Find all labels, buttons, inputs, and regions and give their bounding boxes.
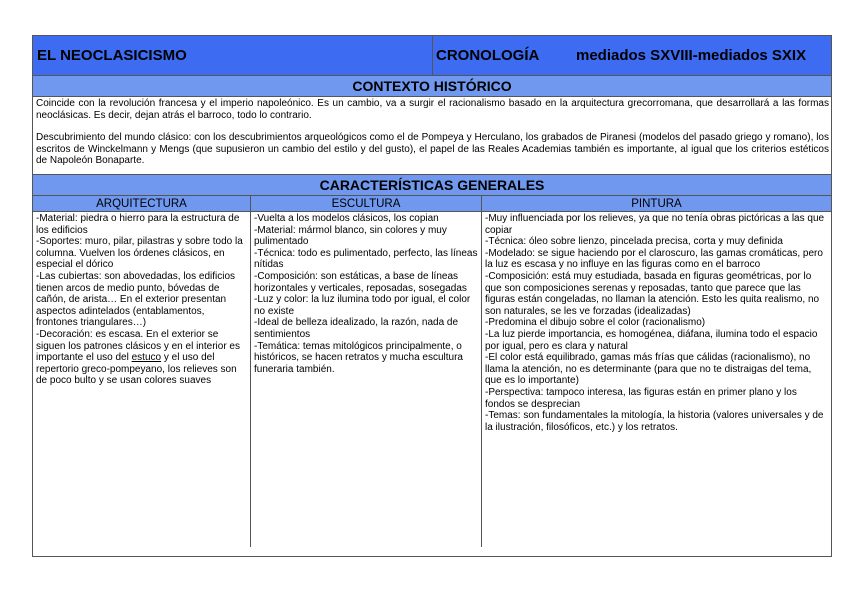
context-paragraph: Coincide con la revolución francesa y el imperio napoleónico. Es un cambio, va a surgir el racionalismo basado en la arquitectura grecorromana, que desarrollará a las formas neoclásicas. Es decir, dejan atrás el barroco, todo lo contrario. [36, 98, 829, 121]
page-title: EL NEOCLASICISMO [33, 36, 433, 75]
list-item: -Luz y color: la luz ilumina todo por igual, el color no existe [254, 294, 471, 317]
chronology-label: CRONOLOGÍA [436, 47, 540, 64]
list-item: -Muy influenciada por los relieves, ya que no tenía obras pictóricas a las que copiar [485, 213, 825, 236]
decoration-text: y el uso del repertorio greco-pompeyano, los relieves son de poco bulto y se usan colores suaves [36, 352, 237, 387]
list-item: -Perspectiva: tampoco interesa, las figuras están en primer plano y los fondos se desprecian [485, 386, 797, 410]
context-text [33, 97, 831, 175]
list-item: -El color está equilibrado, gamas más frías que cálidas (racionalismo), no llama la atención, no es determinante (para que no te distraigas del tema, que es lo importante) [485, 352, 812, 387]
columns-body [33, 212, 831, 547]
list-item: -Material: piedra o hierro para la estructura de los edificios [36, 213, 240, 236]
chronology-dates: mediados SXVIII-mediados SXIX [576, 47, 807, 64]
list-item [36, 329, 247, 387]
list-item: -Predomina el dibujo sobre el color (racionalismo) [485, 317, 706, 329]
columns-header [33, 196, 831, 212]
chronology-cell [433, 36, 831, 75]
list-item: -Temas: son fundamentales la mitología, la historia (valores universales y de la ilustración, filosóficos, etc.) y los retratos. [485, 410, 824, 433]
list-item: -Composición: está muy estudiada, basada en figuras geométricas, por lo que son composiciones serenas y reposadas, tanto que parece que las figuras están congeladas, no llaman la atención. Esto les quita realismo, no son naturales, se les ve forzadas (idealizadas) [485, 270, 820, 317]
characteristics-heading: CARACTERÍSTICAS GENERALES [33, 175, 831, 196]
underlined-term: estuco [131, 352, 162, 364]
title-row [33, 36, 831, 76]
sculpture-column [251, 212, 482, 547]
list-item: -Técnica: todo es pulimentado, perfecto, las líneas nítidas [254, 247, 478, 271]
decoration-text: -Decoración: es escasa. En el exterior se siguen los patrones clásicos y en el interior es importante el uso del [36, 328, 240, 364]
list-item: -Técnica: óleo sobre lienzo, pincelada precisa, corta y muy definida [485, 236, 783, 248]
list-item: -La luz pierde importancia, es homogénea, diáfana, ilumina todo el espacio por igual, pero es clara y natural [485, 328, 818, 352]
sculpture-heading: ESCULTURA [251, 196, 482, 211]
list-item: -Soportes: muro, pilar, pilastras y sobre todo la columna. Vuelven los órdenes clásicos, en especial el dórico [36, 236, 243, 271]
context-paragraph: Descubrimiento del mundo clásico: con los descubrimientos arqueológicos como el de Pompeya y Herculano, los grabados de Piranesi (modelos del pasado griego y romano), los escritos de Winckelmann y Mengs (que supusieron un cambio del estilo y del gusto), el papel de las Reales Academias también es importante, al igual que los criterios estéticos de Napoleón Bonaparte. [36, 132, 829, 166]
list-item: -Ideal de belleza idealizado, la razón, nada de sentimientos [254, 317, 459, 340]
list-item: -Las cubiertas: son abovedadas, los edificios tienen arcos de medio punto, bóvedas de cañón, de arista… En el exterior presentan aspectos adintelados (entablamentos, frontones triangulares…) [36, 270, 236, 329]
architecture-heading: ARQUITECTURA [33, 196, 251, 211]
painting-heading: PINTURA [482, 196, 831, 211]
list-item: -Modelado: se sigue haciendo por el claroscuro, las gamas cromáticas, pero la luz es escasa y no influye en las figuras como en el barroco [485, 247, 823, 271]
list-item: -Temática: temas mitológicos principalmente, o históricos, se hacen retratos y mucha escultura funeraria también. [254, 340, 463, 375]
summary-table [32, 35, 832, 557]
list-item: -Composición: son estáticas, a base de líneas horizontales y verticales, reposadas, sosegadas [254, 270, 467, 294]
painting-column [482, 212, 831, 547]
list-item: -Material: mármol blanco, sin colores y muy pulimentado [254, 224, 447, 248]
list-item: -Vuelta a los modelos clásicos, los copian [254, 213, 439, 224]
context-heading: CONTEXTO HISTÓRICO [33, 76, 831, 97]
architecture-column [33, 212, 251, 547]
